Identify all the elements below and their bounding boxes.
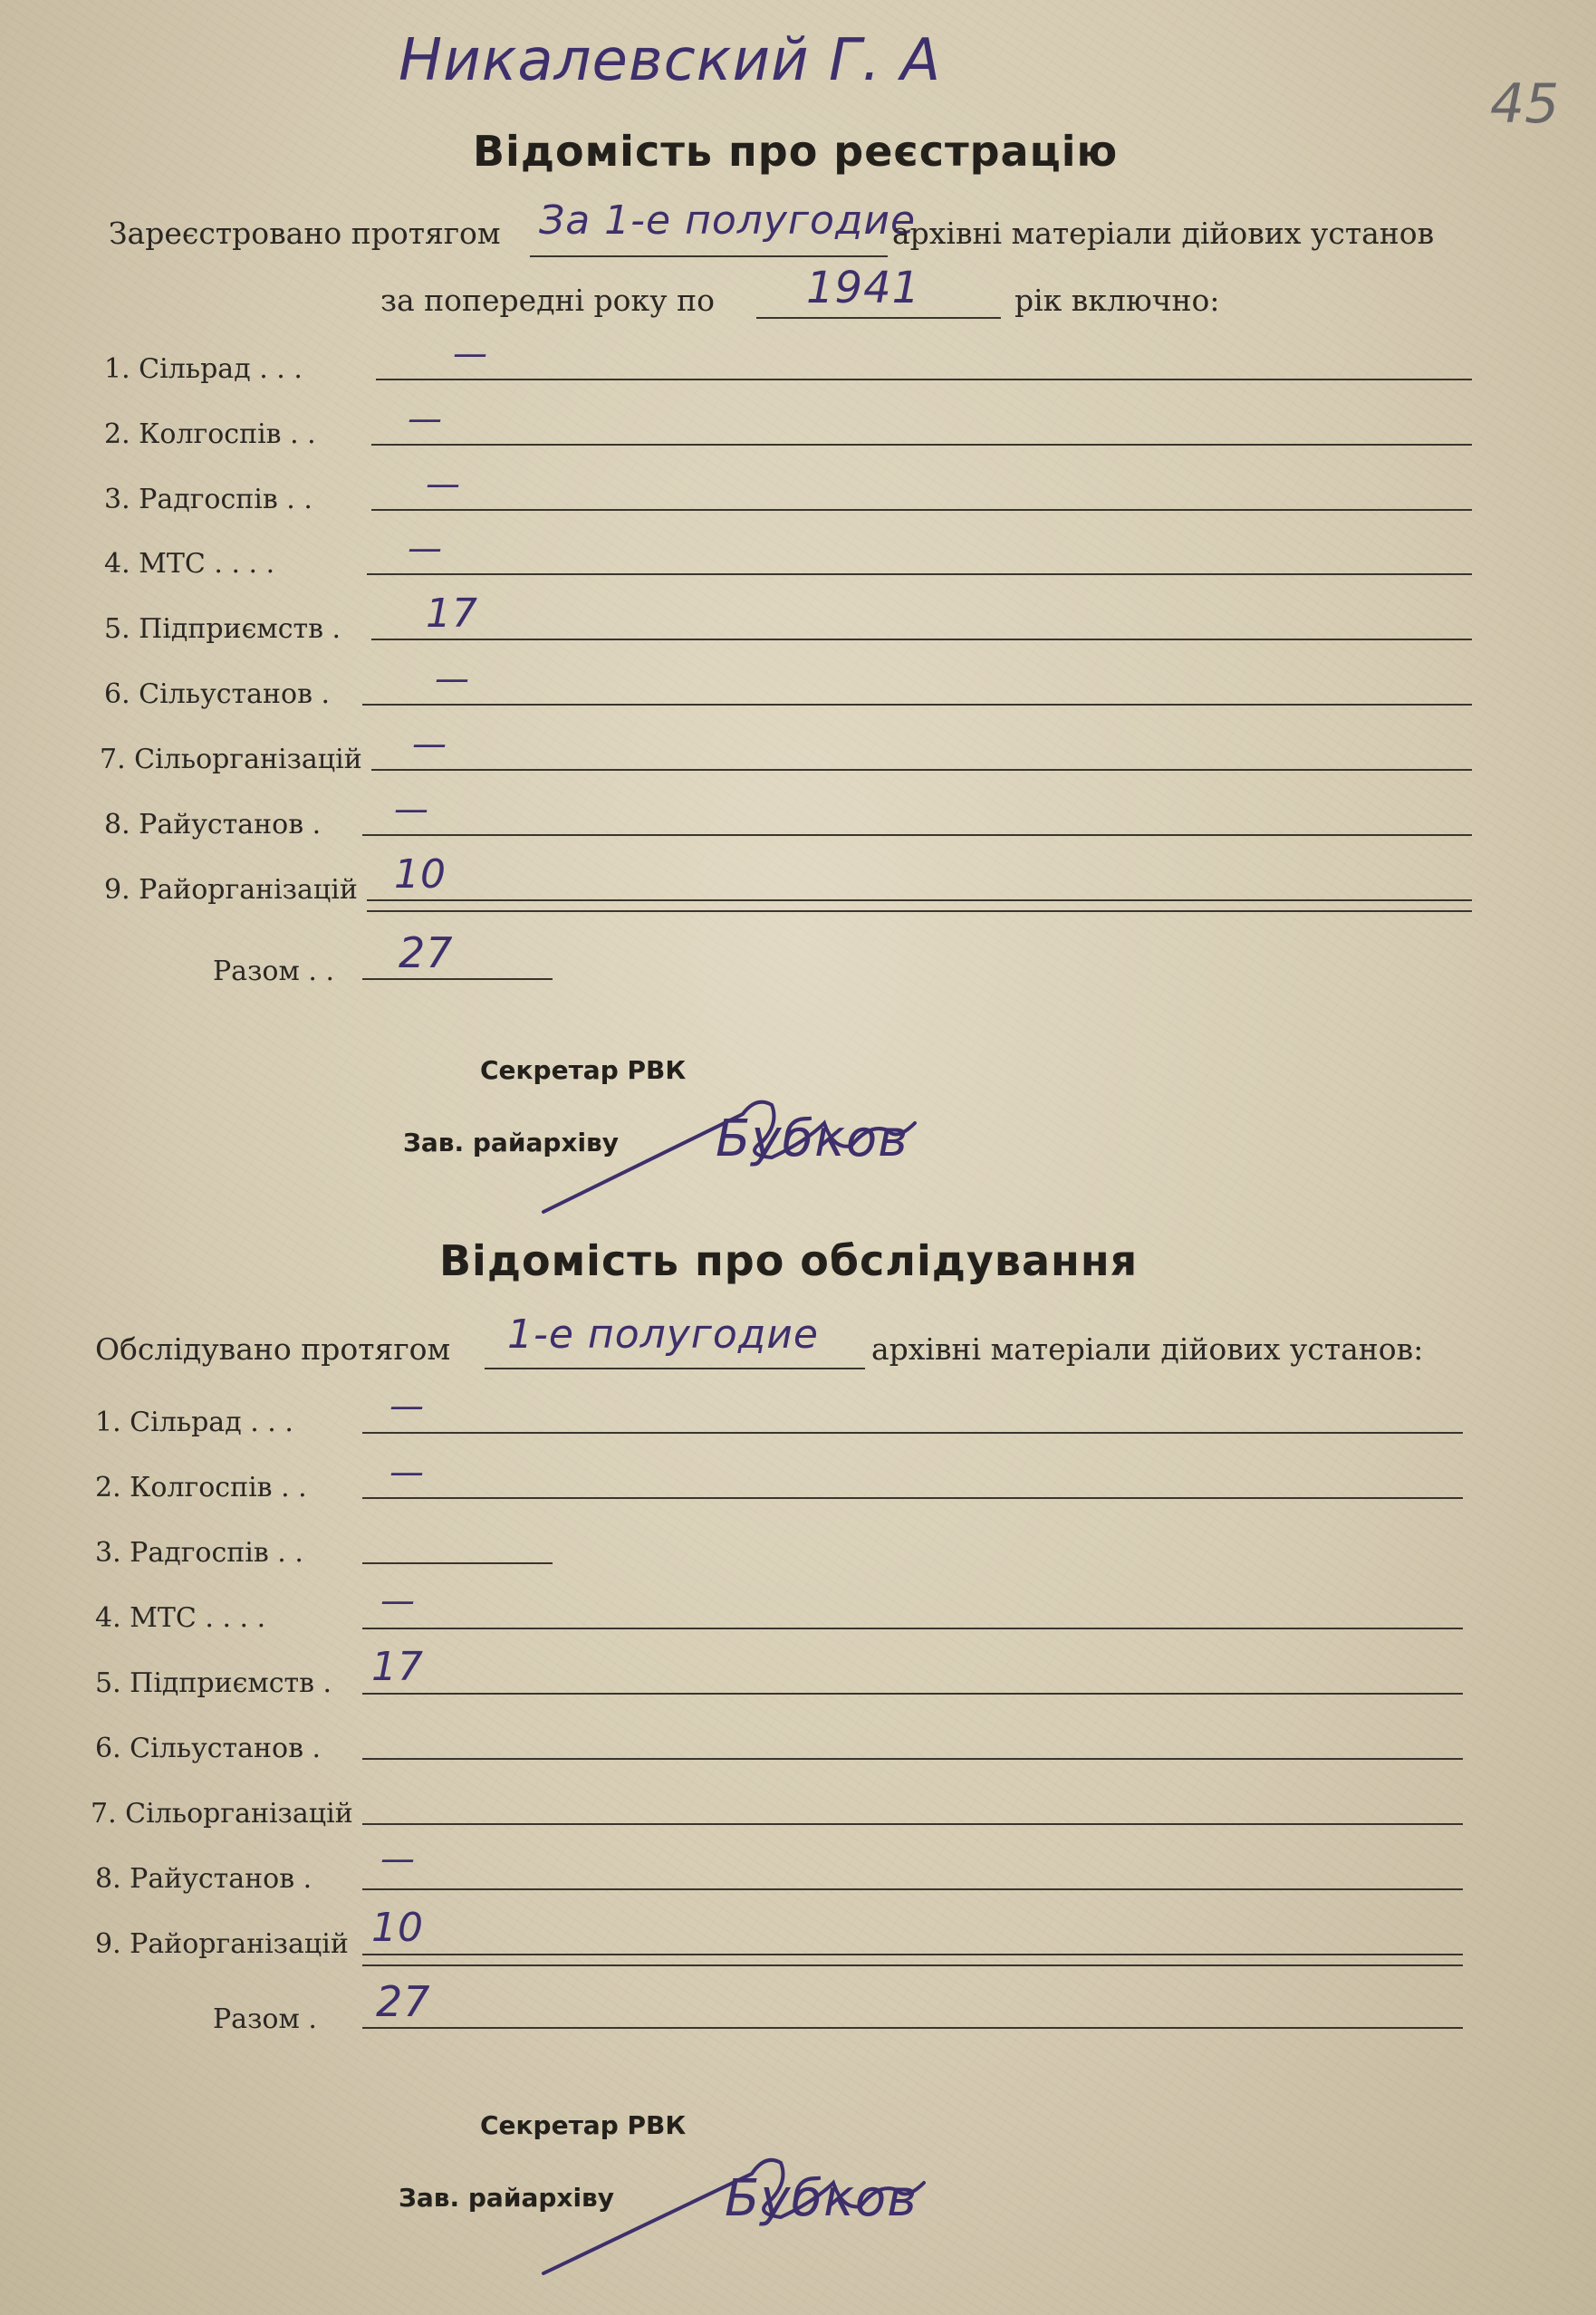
registration-item-label: 1. Сільрад . . . — [104, 353, 303, 385]
registration-item-label: 4. МТС . . . . — [104, 548, 275, 580]
registration-signature-text: Бубков — [716, 1109, 909, 1168]
registration-item-label: 6. Сільустанов . — [104, 678, 331, 710]
survey-item-label: 7. Сільорганізацій — [91, 1798, 353, 1830]
survey-signature-text: Бубков — [725, 2169, 918, 2228]
registration-item-rule — [362, 704, 1472, 706]
survey-item-rule — [362, 1562, 553, 1564]
registration-sum-double-rule — [367, 910, 1472, 912]
survey-item-rule — [362, 1693, 1463, 1695]
survey-line1-suffix: архівні матеріали дійових установ: — [871, 1331, 1424, 1367]
survey-item-label: 9. Райорганізацій — [95, 1928, 349, 1960]
registration-item-rule — [371, 509, 1472, 511]
registration-line2-prefix: за попередні року по — [380, 283, 715, 318]
survey-item-rule — [362, 1758, 1463, 1760]
archive-sheet-number: 45 — [1490, 72, 1560, 136]
registration-item-rule — [371, 769, 1472, 771]
registration-line1-suffix: архівні матеріали дійових установ — [892, 216, 1435, 251]
registration-item-label: 9. Райорганізацій — [104, 874, 358, 906]
survey-item-rule — [362, 1888, 1463, 1890]
registration-item-label: 8. Райустанов . — [104, 809, 322, 841]
survey-item-label: 6. Сільустанов . — [95, 1733, 322, 1764]
survey-item-value: — — [380, 1839, 416, 1878]
registration-item-value: 10 — [394, 851, 447, 898]
survey-item-label: 3. Радгоспів . . — [95, 1537, 303, 1569]
registration-item-value: 17 — [426, 591, 478, 637]
registration-line2-suffix: рік включно: — [1014, 283, 1220, 318]
registration-title: Відомість про реєстрацію — [473, 127, 1119, 176]
registration-item-value: — — [426, 464, 461, 504]
survey-archive-head-label: Зав. райархіву — [399, 2183, 615, 2213]
handwritten-name: Никалевский Г. А — [399, 27, 942, 94]
registration-year-handwritten: 1941 — [806, 263, 921, 313]
survey-secretary-label: Секретар РВК — [480, 2110, 687, 2140]
survey-item-value: 17 — [371, 1644, 424, 1690]
survey-item-value: 10 — [371, 1905, 424, 1951]
survey-item-rule — [362, 1823, 1463, 1825]
survey-item-label: 1. Сільрад . . . — [95, 1407, 293, 1438]
survey-sum-double-rule — [362, 1964, 1463, 1966]
registration-item-rule — [371, 444, 1472, 446]
registration-item-label: 2. Колгоспів . . — [104, 418, 316, 450]
registration-item-value: — — [408, 399, 443, 438]
registration-archive-head-label: Зав. райархіву — [403, 1128, 620, 1158]
registration-total-rule — [362, 978, 553, 980]
survey-item-rule — [362, 1497, 1463, 1499]
survey-title: Відомість про обслідування — [439, 1236, 1139, 1285]
survey-total-rule — [362, 2027, 1463, 2029]
registration-item-value: — — [408, 528, 443, 568]
survey-total-value: 27 — [376, 1977, 431, 2026]
registration-total-value: 27 — [399, 928, 454, 977]
registration-item-rule — [362, 834, 1472, 836]
registration-year-rule — [756, 317, 1001, 319]
registration-item-rule — [376, 379, 1472, 380]
registration-item-rule — [371, 639, 1472, 640]
survey-line1-prefix: Обслідувано протягом — [95, 1331, 451, 1367]
survey-item-value: — — [389, 1386, 425, 1426]
registration-item-label: 7. Сільорганізацій — [100, 744, 362, 775]
registration-period-handwritten: За 1-е полугодие — [539, 197, 917, 244]
registration-total-label: Разом . . — [213, 956, 334, 987]
survey-item-rule — [362, 1954, 1463, 1955]
survey-item-label: 2. Колгоспів . . — [95, 1472, 307, 1503]
registration-period-rule — [530, 255, 888, 257]
survey-period-handwritten: 1-е полугодие — [507, 1311, 819, 1358]
registration-line1-prefix: Зареєстровано протягом — [109, 216, 501, 251]
registration-item-value: — — [435, 658, 470, 698]
registration-item-rule — [367, 899, 1472, 901]
registration-item-value: — — [394, 789, 429, 829]
survey-item-value: — — [380, 1580, 416, 1620]
registration-item-label: 5. Підприємств . — [104, 613, 341, 645]
registration-item-value: — — [453, 333, 488, 373]
survey-item-label: 8. Райустанов . — [95, 1863, 312, 1895]
survey-item-value: — — [389, 1452, 425, 1492]
survey-total-label: Разом . — [213, 2003, 317, 2035]
registration-item-rule — [367, 573, 1472, 575]
survey-item-rule — [362, 1628, 1463, 1629]
survey-item-rule — [362, 1432, 1463, 1434]
survey-item-label: 5. Підприємств . — [95, 1667, 332, 1699]
survey-period-rule — [485, 1368, 865, 1369]
survey-item-label: 4. МТС . . . . — [95, 1602, 266, 1634]
registration-item-label: 3. Радгоспів . . — [104, 484, 312, 515]
registration-item-value: — — [412, 724, 447, 764]
registration-secretary-label: Секретар РВК — [480, 1055, 687, 1085]
